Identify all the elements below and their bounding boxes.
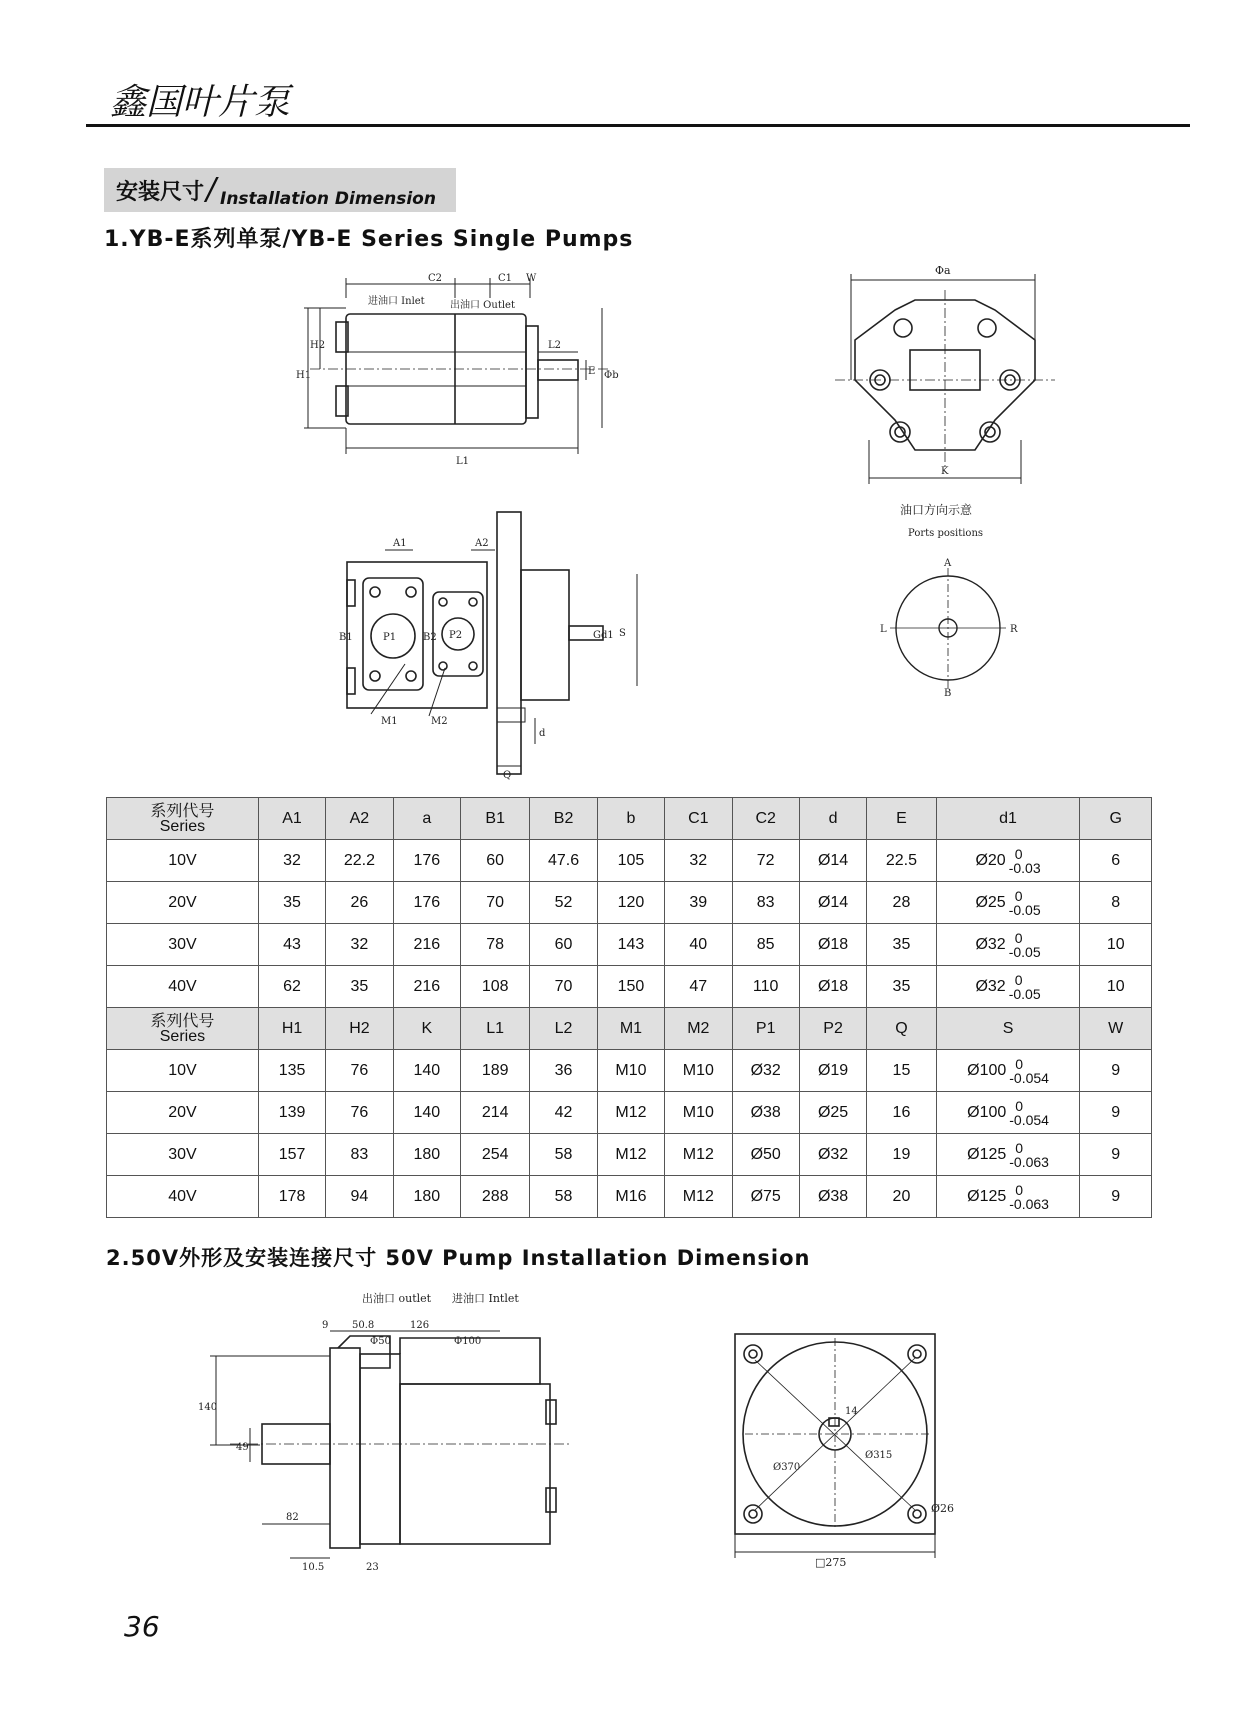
value-cell: 94: [326, 1176, 393, 1218]
value-cell: 35: [867, 924, 936, 966]
top-view-drawing: [335, 508, 655, 780]
value-cell: 143: [597, 924, 664, 966]
label-inlet: 进油口 Inlet: [368, 296, 425, 307]
value-cell: 216: [393, 924, 460, 966]
value-cell: 76: [326, 1092, 393, 1134]
value-cell: M16: [597, 1176, 664, 1218]
dim-c2: C2: [428, 273, 443, 284]
value-cell: 58: [530, 1176, 597, 1218]
dim-10-5: 10.5: [302, 1562, 325, 1573]
value-cell: M10: [665, 1092, 732, 1134]
tag-en: Installation Dimension: [220, 189, 436, 209]
tag-slash: /: [206, 172, 217, 207]
label-m2: M2: [431, 716, 448, 727]
value-cell: 140: [393, 1092, 460, 1134]
value-cell: Ø50: [732, 1134, 799, 1176]
value-cell: 15: [867, 1050, 936, 1092]
value-cell: 40: [665, 924, 732, 966]
ports-title-cn: 油口方向示意: [900, 503, 973, 517]
dim-phi315: Ø315: [865, 1450, 893, 1461]
tolerance-cell: [936, 1134, 1080, 1176]
value-cell: 58: [530, 1134, 597, 1176]
tolerance-cell: [936, 840, 1080, 882]
tolerance-cell: [936, 924, 1080, 966]
port-b: B: [944, 688, 952, 699]
tolerance-base: Ø125: [967, 1187, 1007, 1205]
label-50v-outlet: 出油口 outlet: [362, 1292, 432, 1305]
table-row: [107, 1050, 1152, 1092]
header-cell: G: [1080, 798, 1152, 840]
value-cell: 254: [460, 1134, 529, 1176]
tolerance-cell: [936, 966, 1080, 1008]
header-cell: d1: [936, 798, 1080, 840]
dim-w: W: [526, 273, 537, 284]
tolerance-cell: [936, 1176, 1080, 1218]
tolerance-base: Ø20: [975, 851, 1006, 869]
header-cell: B2: [530, 798, 597, 840]
value-cell: 216: [393, 966, 460, 1008]
dim-h1: H1: [296, 370, 312, 381]
header-cell: B1: [460, 798, 529, 840]
value-cell: 9: [1080, 1050, 1152, 1092]
label-p2: P2: [449, 630, 463, 641]
value-cell: 62: [258, 966, 325, 1008]
tolerance-upper: 0: [1015, 1055, 1024, 1072]
dim-82: 82: [286, 1512, 299, 1523]
dim-g: G: [593, 630, 601, 641]
dim-phi100: Φ100: [454, 1336, 482, 1347]
dim-d1: d1: [601, 630, 614, 641]
header-cell: 系列代号 Series: [107, 1008, 259, 1050]
dim-d: d: [539, 728, 546, 739]
value-cell: 139: [258, 1092, 325, 1134]
value-cell: 26: [326, 882, 393, 924]
dim-e: E: [588, 366, 596, 377]
series-cell: 40V: [107, 966, 259, 1008]
label-outlet: 出油口 Outlet: [450, 300, 515, 311]
value-cell: 83: [326, 1134, 393, 1176]
dim-l2: L2: [548, 340, 562, 351]
value-cell: 105: [597, 840, 664, 882]
value-cell: 52: [530, 882, 597, 924]
value-cell: Ø25: [799, 1092, 866, 1134]
value-cell: 10: [1080, 966, 1152, 1008]
section2-title: 2.50V外形及安装连接尺寸 50V Pump Installation Dimension: [106, 1246, 811, 1270]
value-cell: 140: [393, 1050, 460, 1092]
value-cell: 35: [326, 966, 393, 1008]
header-cell: P2: [799, 1008, 866, 1050]
value-cell: 43: [258, 924, 325, 966]
value-cell: 6: [1080, 840, 1152, 882]
value-cell: 32: [258, 840, 325, 882]
dim-50-8: 50.8: [352, 1320, 375, 1331]
tolerance-upper: 0: [1014, 887, 1023, 904]
value-cell: 108: [460, 966, 529, 1008]
dim-49: 49: [236, 1442, 249, 1453]
header-cell: d: [799, 798, 866, 840]
end-view-drawing: [835, 260, 1055, 490]
value-cell: 10: [1080, 924, 1152, 966]
tolerance-lower: -0.05: [1008, 985, 1041, 1002]
value-cell: 39: [665, 882, 732, 924]
label-50v-inlet: 进油口 Intlet: [452, 1292, 519, 1305]
tolerance-lower: -0.054: [1009, 1069, 1049, 1086]
dim-9: 9: [322, 1320, 329, 1331]
dim-a1: A1: [393, 538, 407, 549]
dim-b1: B1: [339, 632, 353, 643]
tolerance-lower: -0.05: [1008, 943, 1041, 960]
value-cell: 42: [530, 1092, 597, 1134]
header-cell: 系列代号 Series: [107, 798, 259, 840]
value-cell: 76: [326, 1050, 393, 1092]
value-cell: 32: [326, 924, 393, 966]
value-cell: M10: [597, 1050, 664, 1092]
dim-phi50: Φ50: [370, 1336, 391, 1347]
value-cell: 35: [258, 882, 325, 924]
header-cell: C1: [665, 798, 732, 840]
value-cell: Ø19: [799, 1050, 866, 1092]
value-cell: 70: [460, 882, 529, 924]
tolerance-lower: -0.063: [1009, 1153, 1049, 1170]
value-cell: M12: [665, 1134, 732, 1176]
table-row: [107, 1176, 1152, 1218]
value-cell: 176: [393, 882, 460, 924]
value-cell: 157: [258, 1134, 325, 1176]
table-header-row: [107, 1008, 1152, 1050]
dim-k: K: [941, 466, 949, 477]
tolerance-upper: 0: [1014, 845, 1023, 862]
header-cell: b: [597, 798, 664, 840]
value-cell: Ø18: [799, 966, 866, 1008]
value-cell: 120: [597, 882, 664, 924]
dim-sq275: □275: [815, 1556, 847, 1569]
table-row: [107, 924, 1152, 966]
dim-14: 14: [845, 1406, 858, 1417]
dim-c1: C1: [498, 273, 513, 284]
dim-h2: H2: [310, 340, 326, 351]
brand-title: 鑫国叶片泵: [110, 82, 291, 123]
section-tag: [104, 168, 456, 212]
series-cell: 10V: [107, 1050, 259, 1092]
value-cell: M10: [665, 1050, 732, 1092]
value-cell: M12: [665, 1176, 732, 1218]
value-cell: Ø32: [799, 1134, 866, 1176]
tolerance-lower: -0.054: [1009, 1111, 1049, 1128]
value-cell: Ø75: [732, 1176, 799, 1218]
value-cell: 60: [530, 924, 597, 966]
label-p1: P1: [383, 632, 397, 643]
header-cell: A2: [326, 798, 393, 840]
value-cell: Ø38: [799, 1176, 866, 1218]
table-row: [107, 966, 1152, 1008]
tolerance-upper: 0: [1015, 1181, 1024, 1198]
table-row: [107, 840, 1152, 882]
table-row: [107, 1092, 1152, 1134]
table-header-row: [107, 798, 1152, 840]
page-number: 36: [124, 1610, 160, 1643]
value-cell: Ø14: [799, 882, 866, 924]
port-a: A: [944, 558, 952, 569]
header-cell: M2: [665, 1008, 732, 1050]
dim-126: 126: [410, 1320, 430, 1331]
value-cell: 180: [393, 1176, 460, 1218]
table-row: [107, 882, 1152, 924]
header-cell: L2: [530, 1008, 597, 1050]
tolerance-cell: [936, 1050, 1080, 1092]
value-cell: Ø18: [799, 924, 866, 966]
tolerance-upper: 0: [1015, 1139, 1024, 1156]
value-cell: 22.2: [326, 840, 393, 882]
tolerance-cell: [936, 1092, 1080, 1134]
series-cell: 10V: [107, 840, 259, 882]
tolerance-base: Ø100: [967, 1061, 1007, 1079]
header-cell: L1: [460, 1008, 529, 1050]
value-cell: 22.5: [867, 840, 936, 882]
value-cell: 47.6: [530, 840, 597, 882]
series-cell: 30V: [107, 924, 259, 966]
ports-title-en: Ports positions: [908, 528, 984, 539]
50v-end-drawing: [715, 1330, 965, 1575]
value-cell: 72: [732, 840, 799, 882]
tolerance-lower: -0.063: [1009, 1195, 1049, 1212]
section1-title: 1.YB-E系列单泵/YB-E Series Single Pumps: [104, 227, 634, 252]
port-r: R: [1010, 624, 1018, 635]
value-cell: 28: [867, 882, 936, 924]
value-cell: Ø38: [732, 1092, 799, 1134]
value-cell: 35: [867, 966, 936, 1008]
ports-positions-drawing: [870, 500, 1030, 705]
value-cell: 189: [460, 1050, 529, 1092]
value-cell: M12: [597, 1134, 664, 1176]
header-cell: M1: [597, 1008, 664, 1050]
header-cell: S: [936, 1008, 1080, 1050]
value-cell: 83: [732, 882, 799, 924]
tolerance-base: Ø32: [975, 935, 1006, 953]
value-cell: 32: [665, 840, 732, 882]
header-cell: W: [1080, 1008, 1152, 1050]
value-cell: 9: [1080, 1092, 1152, 1134]
header-cell: Q: [867, 1008, 936, 1050]
dim-140: 140: [198, 1402, 218, 1413]
value-cell: 9: [1080, 1176, 1152, 1218]
value-cell: 150: [597, 966, 664, 1008]
value-cell: 214: [460, 1092, 529, 1134]
value-cell: 9: [1080, 1134, 1152, 1176]
value-cell: 288: [460, 1176, 529, 1218]
50v-side-drawing: [190, 1288, 590, 1578]
header-cell: A1: [258, 798, 325, 840]
value-cell: 180: [393, 1134, 460, 1176]
port-l: L: [880, 624, 887, 635]
tolerance-base: Ø125: [967, 1145, 1007, 1163]
header-cell: E: [867, 798, 936, 840]
dim-phi370: Ø370: [773, 1462, 801, 1473]
series-cell: 20V: [107, 882, 259, 924]
dim-q: Q: [503, 770, 512, 780]
header-rule: [86, 124, 1190, 127]
value-cell: 16: [867, 1092, 936, 1134]
series-cell: 30V: [107, 1134, 259, 1176]
value-cell: 178: [258, 1176, 325, 1218]
header-cell: C2: [732, 798, 799, 840]
tolerance-base: Ø32: [975, 977, 1006, 995]
dim-b2: B2: [423, 632, 437, 643]
dim-l1: L1: [456, 456, 470, 467]
value-cell: 176: [393, 840, 460, 882]
value-cell: 47: [665, 966, 732, 1008]
tolerance-lower: -0.05: [1008, 901, 1041, 918]
value-cell: Ø32: [732, 1050, 799, 1092]
tolerance-upper: 0: [1015, 1097, 1024, 1114]
tolerance-upper: 0: [1014, 929, 1023, 946]
dim-phi-b: Φb: [604, 370, 619, 381]
series-cell: 40V: [107, 1176, 259, 1218]
header-cell: P1: [732, 1008, 799, 1050]
value-cell: 135: [258, 1050, 325, 1092]
value-cell: 85: [732, 924, 799, 966]
tolerance-lower: -0.03: [1008, 859, 1041, 876]
value-cell: Ø14: [799, 840, 866, 882]
value-cell: 20: [867, 1176, 936, 1218]
dim-a2: A2: [475, 538, 489, 549]
value-cell: 36: [530, 1050, 597, 1092]
value-cell: M12: [597, 1092, 664, 1134]
dim-phi-a: Φa: [935, 264, 951, 277]
value-cell: 60: [460, 840, 529, 882]
tolerance-cell: [936, 882, 1080, 924]
header-cell: a: [393, 798, 460, 840]
dim-phi26: Ø26: [931, 1502, 955, 1515]
value-cell: 8: [1080, 882, 1152, 924]
value-cell: 19: [867, 1134, 936, 1176]
tag-cn: 安装尺寸: [116, 180, 205, 205]
spec-table: [106, 797, 1152, 1218]
value-cell: 110: [732, 966, 799, 1008]
value-cell: 78: [460, 924, 529, 966]
dim-s: S: [619, 628, 626, 639]
header-cell: H1: [258, 1008, 325, 1050]
tolerance-upper: 0: [1014, 971, 1023, 988]
header-cell: H2: [326, 1008, 393, 1050]
value-cell: 70: [530, 966, 597, 1008]
series-cell: 20V: [107, 1092, 259, 1134]
dim-23: 23: [366, 1562, 379, 1573]
side-view-drawing: [290, 268, 650, 478]
label-m1: M1: [381, 716, 398, 727]
tolerance-base: Ø25: [975, 893, 1006, 911]
tolerance-base: Ø100: [967, 1103, 1007, 1121]
table-row: [107, 1134, 1152, 1176]
header-cell: K: [393, 1008, 460, 1050]
